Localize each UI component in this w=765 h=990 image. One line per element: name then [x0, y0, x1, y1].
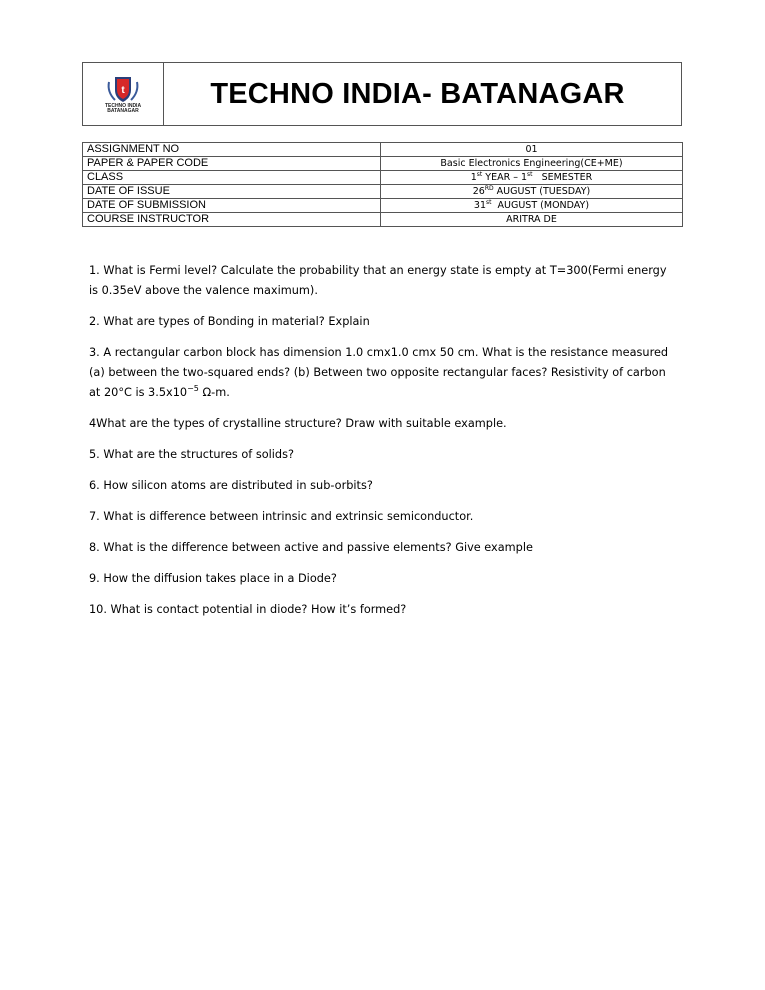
row-value: 31st AUGUST (MONDAY): [381, 199, 683, 213]
table-row: [83, 171, 683, 185]
table-row: [83, 199, 683, 213]
logo-text-line2: BATANAGAR: [107, 108, 139, 114]
assignment-info-table: [82, 142, 683, 227]
question-10: 10. What is contact potential in diode? How it’s formed?: [89, 603, 407, 616]
row-label: ASSIGNMENT NO: [83, 143, 381, 157]
question-9: 9. How the diffusion takes place in a Diode?: [89, 572, 337, 585]
header-box: [82, 62, 682, 126]
row-label: DATE OF SUBMISSION: [83, 199, 381, 213]
question-3: 3. A rectangular carbon block has dimension 1.0 cmx1.0 cmx 50 cm. What is the resistance measured (a) between the two-squared ends? (b) Between two opposite rectangular faces? Resistivity of carbon at 20°C is $3.5x10^{-5}$ Ω-m.: [89, 346, 669, 399]
logo-text-line1: TECHNO INDIA: [104, 103, 142, 109]
row-label: COURSE INSTRUCTOR: [83, 213, 381, 227]
row-label: DATE OF ISSUE: [83, 185, 381, 199]
table-row: [83, 185, 683, 199]
question-5: 5. What are the structures of solids?: [89, 448, 294, 461]
question-4: 4What are the types of crystalline structure? Draw with suitable example.: [89, 417, 507, 430]
table-row: [83, 157, 683, 171]
table-row: [83, 143, 683, 157]
row-value: Basic Electronics Engineering(CE+ME): [381, 157, 683, 171]
row-value: 1st YEAR – 1st SEMESTER: [381, 171, 683, 185]
page-title: TECHNO INDIA- BATANAGAR: [210, 77, 625, 110]
row-label: CLASS: [83, 171, 381, 185]
row-label: PAPER & PAPER CODE: [83, 157, 381, 171]
question-8: 8. What is the difference between active and passive elements? Give example: [89, 541, 533, 554]
row-value: ARITRA DE: [381, 213, 683, 227]
svg-text:t: t: [121, 85, 125, 96]
table-row: [83, 213, 683, 227]
row-value: 01: [381, 143, 683, 157]
logo: [83, 63, 164, 125]
question-6: 6. How silicon atoms are distributed in sub-orbits?: [89, 479, 373, 492]
question-2: 2. What are types of Bonding in material? Explain: [89, 315, 370, 328]
question-list: [89, 261, 679, 631]
question-7: 7. What is difference between intrinsic and extrinsic semiconductor.: [89, 510, 474, 523]
techno-india-shield-logo-icon: [103, 74, 143, 104]
row-value: 26RD AUGUST (TUESDAY): [381, 185, 683, 199]
question-1: 1. What is Fermi level? Calculate the probability that an energy state is empty at T=300(Fermi energy is 0.35eV above the valence maximum).: [89, 264, 667, 297]
